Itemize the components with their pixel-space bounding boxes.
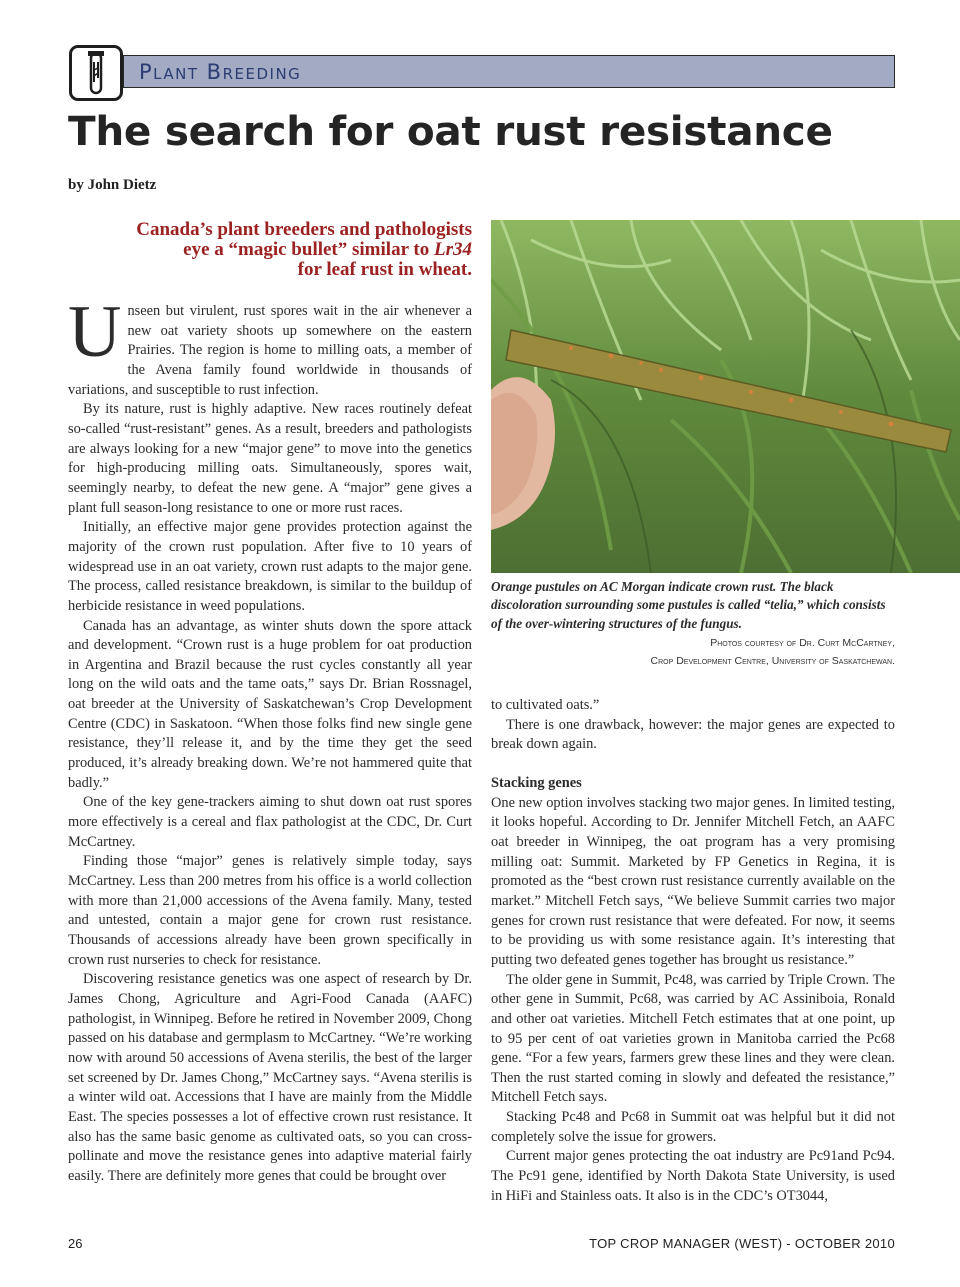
paragraph: One of the key gene-trackers aiming to shut down oat rust spores more effectively is a cereal and flax pathologist at the CDC, Dr. Curt McCartney. (68, 794, 472, 850)
paragraph: The older gene in Summit, Pc48, was carried by Triple Crown. The other gene in Summit, Pc68, was carried by AC Assiniboia, Ronald and other oat varieties. Mitchell Fetch estimates that at one point, up to 95 per cent of oat varieties grown in Manitoba carried the Pc68 gene. “For a few years, farmers grew these lines and they were clean. Then the rust started coming in slowly and defeated the resistance,” Mitchell Fetch says. (491, 971, 895, 1106)
section-header-bar (123, 55, 895, 88)
article-title: The search for oat rust resistance (68, 107, 833, 155)
article-deck (100, 220, 472, 280)
paragraph: to cultivated oats.” (491, 697, 600, 713)
paragraph: Discovering resistance genetics was one aspect of research by Dr. James Chong, Agriculture and Agri-Food Canada (AAFC) pathologist, in Winnipeg. Before he retired in November 2009, Chong passed on his database and germplasm to McCartney. “We’re working now with around 50 accessions of Avena sterilis, the best of the larger set screened by Dr. James Chong,” McCartney says. “Avena sterilis is a winter wild oat. Accessions that I have are mainly from the Middle East. The species possesses a lot of effective crown rust resistance. It also has the same basic genome as cultivated oats, so you can cross-pollinate and move the resistance genes into adaptive material fairly easily. There are definitely more genes that could be brought over (68, 971, 472, 1184)
deck-line-1: Canada’s plant breeders and pathologists (136, 219, 472, 240)
paragraph: Finding those “major” genes is relatively simple today, says McCartney. Less than 200 metres from his office is a world collection with more than 21,000 accessions of the Avena family. Many, tested and untested, contain a major gene for crown rust resistance. Thousands of accessions already have been grown specifically in crown rust nurseries to check for resistance. (68, 853, 472, 968)
publication-footer: TOP CROP MANAGER (WEST) - OCTOBER 2010 (589, 1236, 895, 1251)
photo-credit-line-1: Photos courtesy of Dr. Curt McCartney, (710, 637, 895, 649)
byline: by John Dietz (68, 177, 157, 193)
paragraph: By its nature, rust is highly adaptive. New races routinely defeat so-called “rust-resistant” genes. As a result, breeders and pathologists are always looking for a new “major gene” to move into the genetics for high-producing milling oats. Simultaneously, spores wait, seemingly nearby, to defeat the new gene. A “major” gene gives a plant full season-long resistance to one or more rust races. (68, 401, 472, 516)
deck-line-2-italic: Lr34 (434, 239, 472, 260)
right-column (491, 696, 895, 1206)
paragraph: Canada has an advantage, as winter shuts down the spore attack and development. “Crown rust is a huge problem for oat production in Argentina and Brazil because the rust cycles constantly all year long on the wild oats and the tame oats,” says Dr. Brian Rossnagel, oat breeder at the University of Saskatchewan’s Crop Development Centre (CDC) in Saskatoon. “When those folks find new single gene resistance, they’ll release it, and by the time they get the seed produced, it’s already breaking down. We’re not hammered quite that badly.” (68, 617, 472, 791)
paragraph: Stacking Pc48 and Pc68 in Summit oat was helpful but it did not completely solve the issue for growers. (491, 1109, 895, 1145)
section-label: Plant Breeding (139, 59, 302, 84)
paragraph: Current major genes protecting the oat industry are Pc91and Pc94. The Pc91 gene, identified by North Dakota State University, is used in HiFi and Stainless oats. It also is in the CDC’s OT3044, (491, 1148, 895, 1204)
paragraph: Initially, an effective major gene provides protection against the majority of the crown rust population. After five to 10 years of widespread use in an oat variety, crown rust adapts to the major gene. The process, called resistance breakdown, is similar to the buildup of herbicide resistance in weed populations. (68, 519, 472, 614)
paragraph (68, 291, 472, 400)
oat-rust-photo (491, 220, 960, 573)
test-tube-icon (69, 45, 123, 101)
paragraph: There is one drawback, however: the major genes are expected to break down again. (491, 716, 895, 753)
left-column (68, 291, 472, 1187)
deck-line-3: for leaf rust in wheat. (297, 259, 472, 280)
paragraph-text: nseen but virulent, rust spores wait in the air whenever a new oat variety shoots up somewhere on the eastern Prairies. The region is home to milling oats, a member of the Avena family found worldwide in thousands of variations, and susceptible to rust infection. (68, 303, 472, 398)
drop-cap: U (68, 291, 122, 373)
page-number: 26 (68, 1236, 83, 1251)
photo-credit-line-2: Crop Development Centre, University of Saskatchewan. (650, 655, 895, 667)
subhead: Stacking genes (491, 774, 582, 791)
photo-caption: Orange pustules on AC Morgan indicate crown rust. The black discoloration surrounding some pustules is called “telia,” which consists of the over-wintering structures of the fungus. (491, 579, 886, 631)
photo-credit (491, 634, 895, 670)
deck-line-2: eye a “magic bullet” similar to (183, 239, 434, 260)
paragraph: One new option involves stacking two major genes. In limited testing, it looks hopeful. According to Dr. Jennifer Mitchell Fetch, an AAFC oat breeder in Winnipeg, the oat program has a very promising milling oat: Summit. Marketed by FP Genetics in Regina, it is promoted as the “best crown rust resistance currently available on the market.” Mitchell Fetch says, “We believe Summit carries two major genes for crown rust resistance that were defeated. For now, it seems to be providing us with some resistance again. It’s interesting that putting two defeated genes together has brought us resistance.” (491, 794, 895, 968)
